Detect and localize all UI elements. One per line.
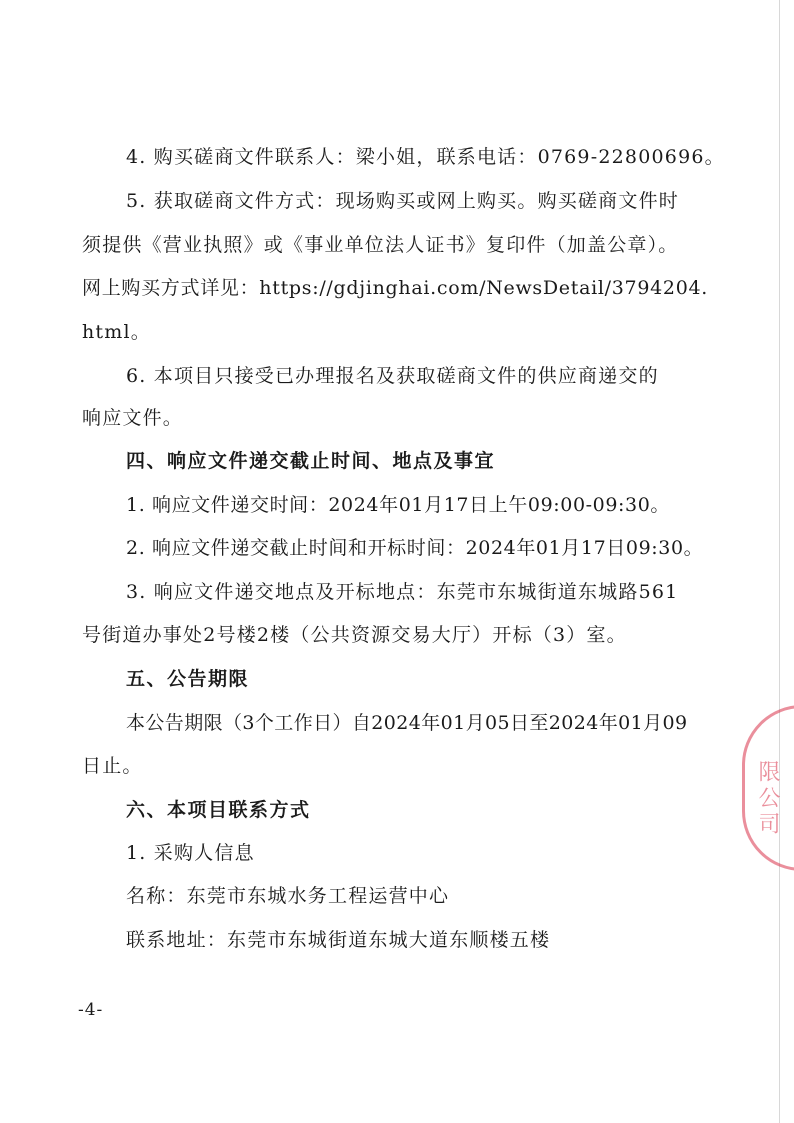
purchaser-info-heading: 1. 采购人信息 [126, 842, 255, 864]
deadline-opening-time-line: 2. 响应文件递交截止时间和开标时间：2024年01月17日09:30。 [126, 537, 704, 559]
online-purchase-line: 网上购买方式详见：https://gdjinghai.com/NewsDetail/3794204. [82, 277, 709, 299]
announcement-period-line: 本公告期限（3个工作日）自2024年01月05日至2024年01月09 [126, 712, 688, 734]
section-4-heading: 四、响应文件递交截止时间、地点及事宜 [126, 450, 496, 472]
url-continuation-line: html。 [82, 321, 151, 343]
announcement-period-continuation: 日止。 [82, 755, 143, 777]
submission-location-line: 3. 响应文件递交地点及开标地点：东莞市东城街道东城路561 [126, 581, 679, 603]
section-6-heading: 六、本项目联系方式 [126, 799, 311, 821]
page-number: -4- [78, 1000, 104, 1020]
contact-line: 4. 购买磋商文件联系人：梁小姐，联系电话：0769-22800696。 [126, 146, 725, 168]
purchaser-name-line: 名称：东莞市东城水务工程运营中心 [126, 885, 450, 907]
requirements-line: 须提供《营业执照》或《事业单位法人证书》复印件（加盖公章）。 [82, 234, 679, 256]
submission-time-line: 1. 响应文件递交时间：2024年01月17日上午09:00-09:30。 [126, 494, 671, 516]
location-continuation-line: 号街道办事处2号楼2楼（公共资源交易大厅）开标（3）室。 [82, 624, 627, 646]
page-edge-divider [779, 0, 780, 1123]
seal-text: 限公司 [755, 760, 780, 838]
acquisition-method-line: 5. 获取磋商文件方式：现场购买或网上购买。购买磋商文件时 [126, 190, 679, 212]
acceptance-line: 6. 本项目只接受已办理报名及获取磋商文件的供应商递交的 [126, 365, 659, 387]
purchaser-address-line: 联系地址：东莞市东城街道东城大道东顺楼五楼 [126, 929, 551, 951]
acceptance-continuation-line: 响应文件。 [82, 407, 184, 429]
section-5-heading: 五、公告期限 [126, 668, 250, 690]
